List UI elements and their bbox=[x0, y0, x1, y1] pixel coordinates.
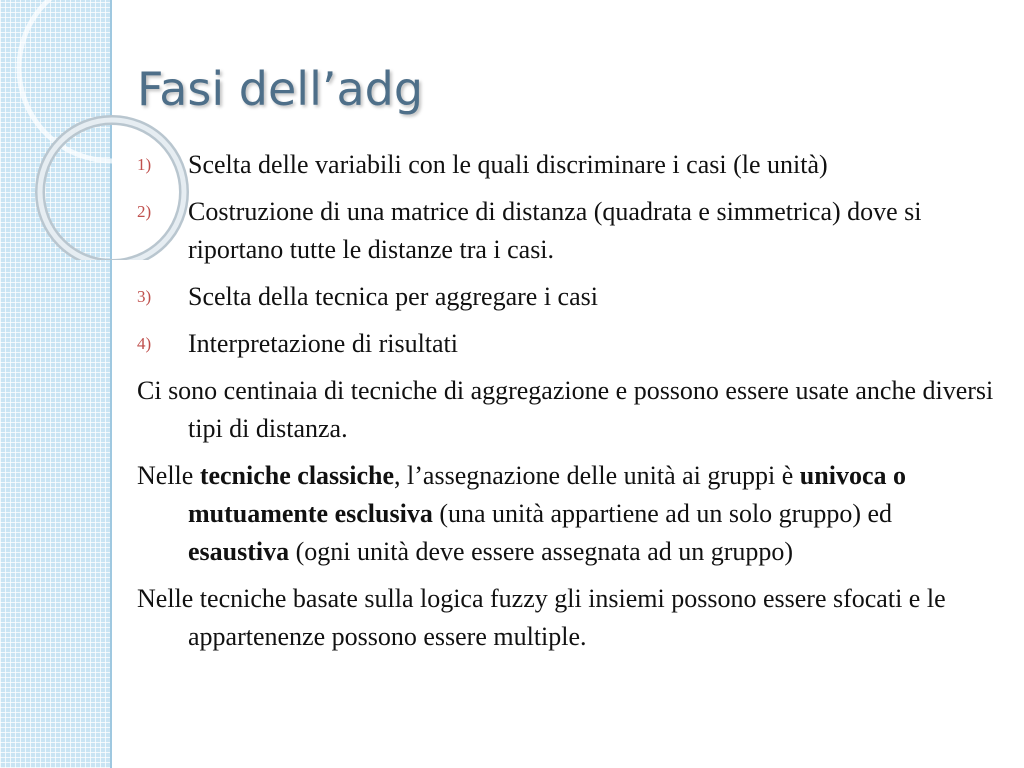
list-item-text: Scelta della tecnica per aggregare i casi bbox=[188, 282, 598, 311]
paragraph-fuzzy: Nelle tecniche basate sulla logica fuzzy gli insiemi possono essere sfocati e le appartenenze possono essere multiple. bbox=[137, 584, 946, 651]
list-item-text: Costruzione di una matrice di distanza (quadrata e simmetrica) dove si riportano tutte le distanze tra i casi. bbox=[188, 197, 922, 264]
list-item-text: Interpretazione di risultati bbox=[188, 329, 459, 358]
list-number: 2) bbox=[137, 202, 152, 221]
list-number: 1) bbox=[137, 155, 152, 174]
text-run: Nelle bbox=[137, 461, 200, 490]
list-number: 3) bbox=[137, 287, 152, 306]
bold-term: univoca o mutuamente esclusiva bbox=[188, 461, 906, 528]
bold-term: esaustiva bbox=[188, 537, 290, 566]
paragraph-classic-techniques bbox=[137, 457, 997, 571]
list-item bbox=[137, 146, 997, 184]
slide-content bbox=[137, 146, 997, 665]
list-item bbox=[137, 278, 997, 316]
text-run: (ogni unità deve essere assegnata ad un gruppo) bbox=[289, 537, 794, 566]
list-item-text: Scelta delle variabili con le quali discriminare i casi (le unità) bbox=[188, 150, 828, 179]
list-item bbox=[137, 193, 997, 269]
list-item bbox=[137, 325, 997, 363]
page-title: Fasi dell’adg bbox=[137, 62, 424, 116]
list-number: 4) bbox=[137, 334, 152, 353]
paragraph-techniques: Ci sono centinaia di tecniche di aggregazione e possono essere usate anche diversi tipi di distanza. bbox=[137, 376, 994, 443]
text-run: , l’assegnazione delle unità ai gruppi è bbox=[394, 461, 800, 490]
bold-term: tecniche classiche bbox=[199, 461, 395, 490]
text-run: (una unità appartiene ad un solo gruppo) ed bbox=[432, 499, 893, 528]
